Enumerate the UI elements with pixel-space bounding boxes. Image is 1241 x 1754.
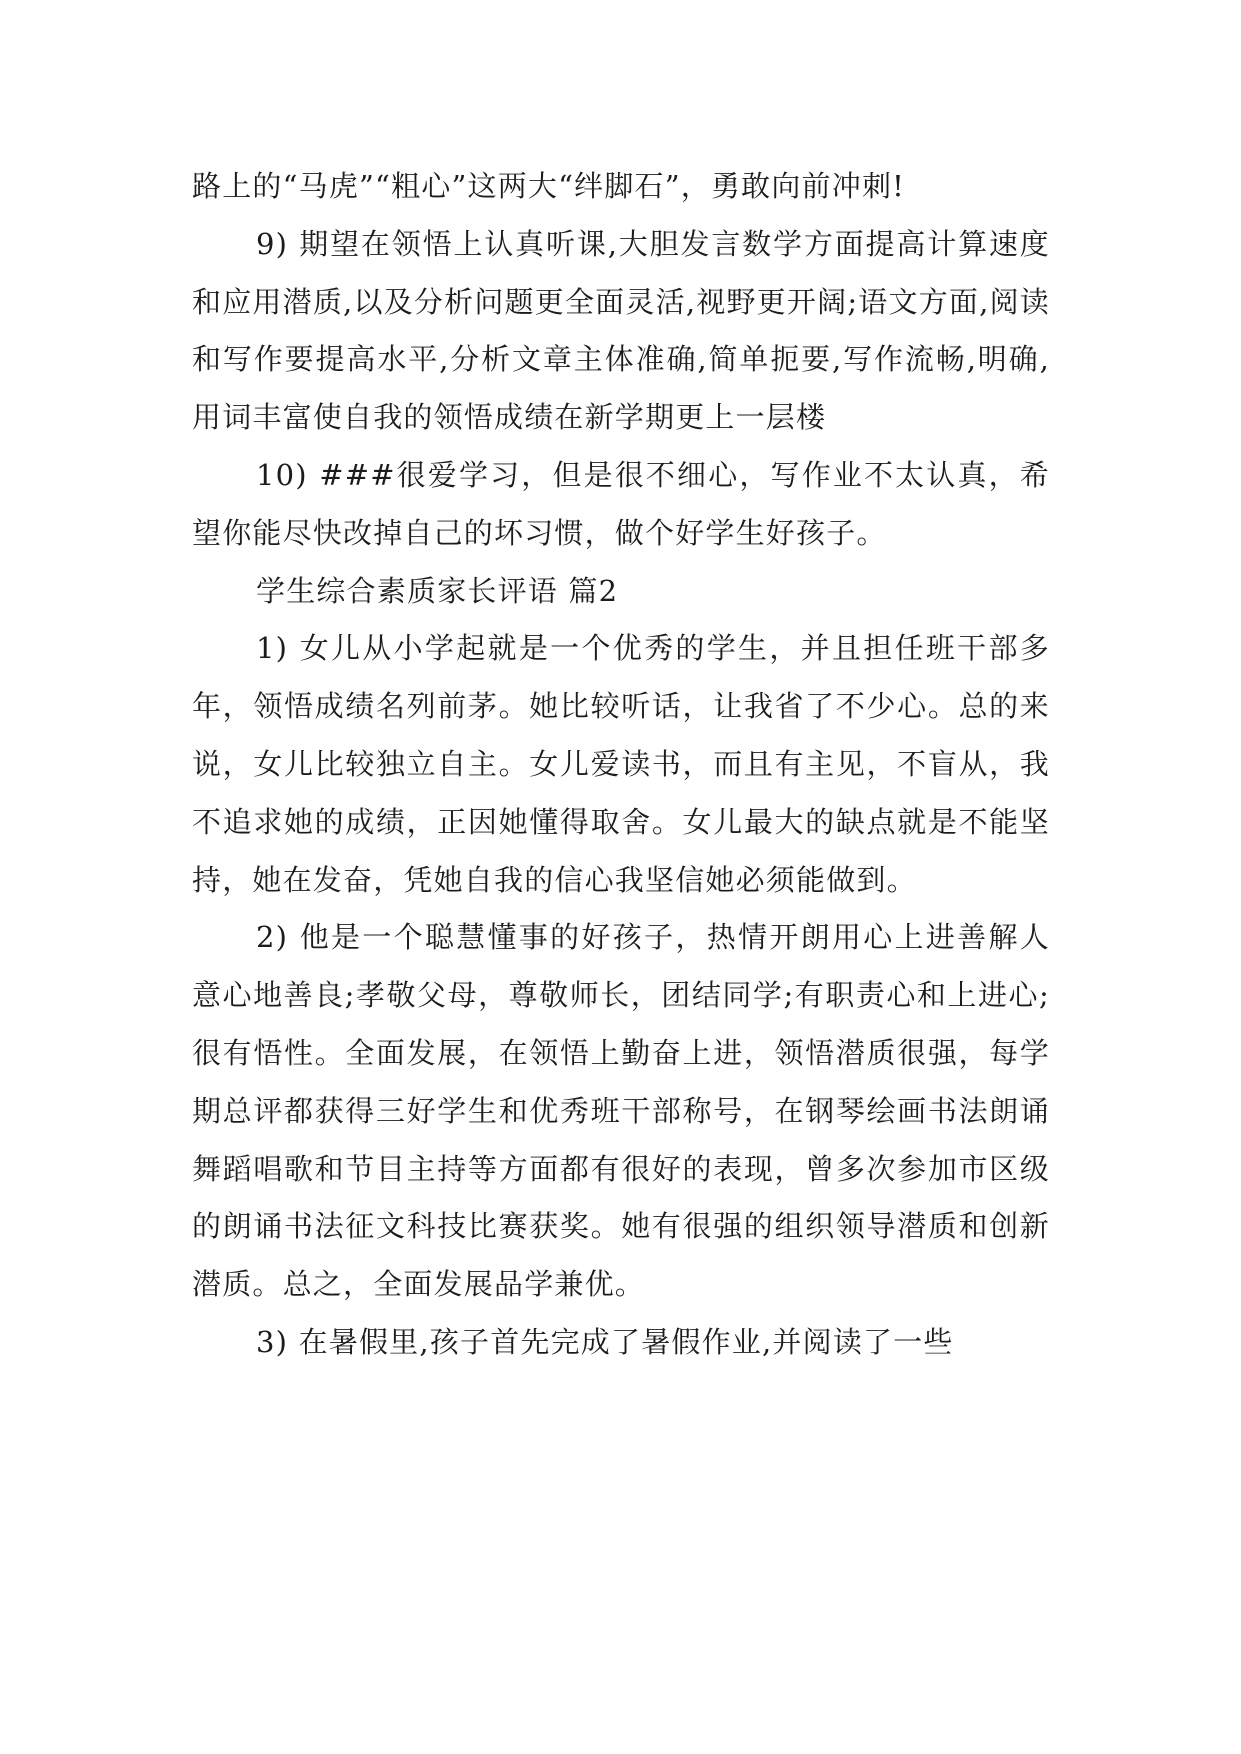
paragraph-item-2: 2) 他是一个聪慧懂事的好孩子，热情开朗用心上进善解人意心地善良;孝敬父母，尊敬师长，团结同学;有职责心和上进心;很有悟性。全面发展，在领悟上勤奋上进，领悟潜质很强，每学期总评都获得三好学生和优秀班干部称号，在钢琴绘画书法朗诵舞蹈唱歌和节目主持等方面都有很好的表现，曾多次参加市区级的朗诵书法征文科技比赛获奖。她有很强的组织领导潜质和创新潜质。总之，全面发展品学兼优。 (192, 920, 1050, 1302)
paragraph-item-10: 10) ###很爱学习，但是很不细心，写作业不太认真，希望你能尽快改掉自己的坏习惯，做个好学生好孩子。 (192, 457, 1050, 550)
paragraph-continuation: 路上的“马虎”“粗心”这两大“绊脚石”，勇敢向前冲刺! (192, 169, 906, 203)
paragraph-item-1: 1) 女儿从小学起就是一个优秀的学生，并且担任班干部多年，领悟成绩名列前茅。她比较听话，让我省了不少心。总的来说，女儿比较独立自主。女儿爱读书，而且有主见，不盲从，我不追求她的成绩，正因她懂得取舍。女儿最大的缺点就是不能坚持，她在发奋，凭她自我的信心我坚信她必须能做到。 (192, 631, 1050, 897)
paragraph-item-3: 3) 在暑假里,孩子首先完成了暑假作业,并阅读了一些 (256, 1324, 954, 1359)
section-heading: 学生综合素质家长评语 篇2 (256, 573, 619, 608)
document-body (192, 158, 1050, 1372)
paragraph-item-9: 9) 期望在领悟上认真听课,大胆发言数学方面提高计算速度和应用潜质,以及分析问题更全面灵活,视野更开阔;语文方面,阅读和写作要提高水平,分析文章主体准确,简单扼要,写作流畅,明确,用词丰富使自我的领悟成绩在新学期更上一层楼 (192, 226, 1050, 435)
